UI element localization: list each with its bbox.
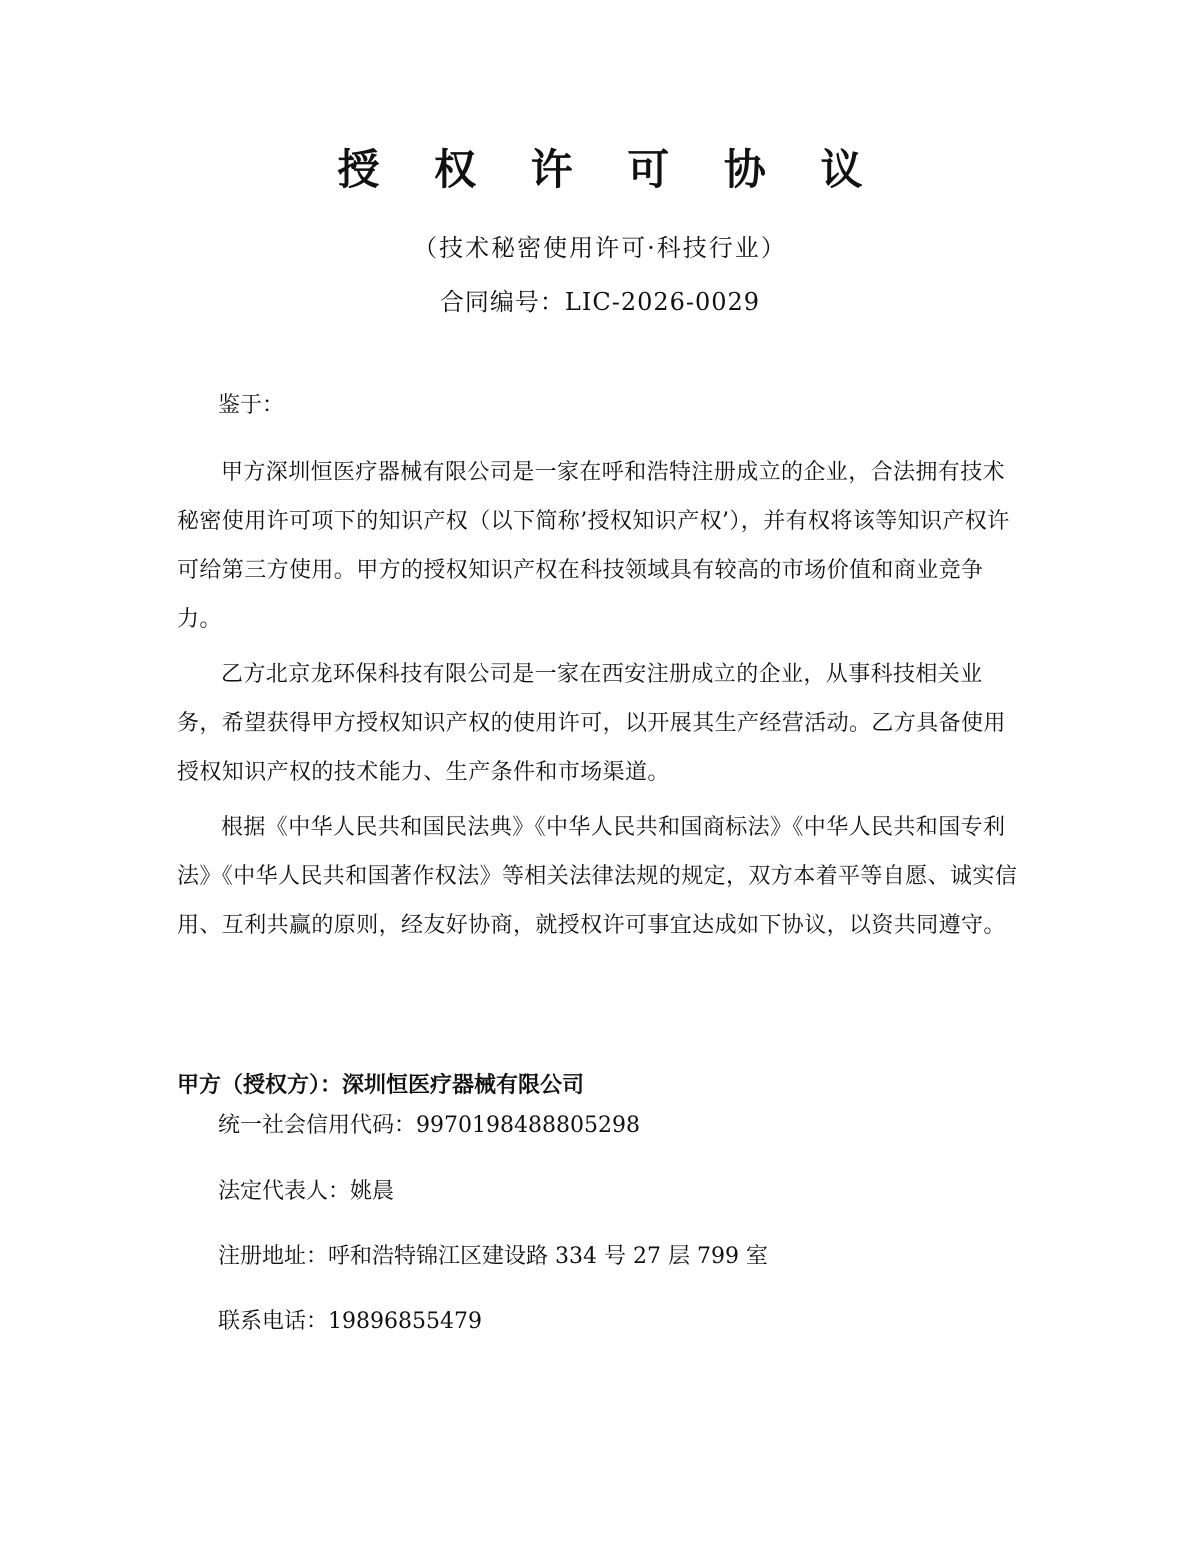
recital-party-b: 乙方北京龙环保科技有限公司是一家在西安注册成立的企业，从事科技相关业务，希望获得甲方授权知识产权的使用许可，以开展其生产经营活动。乙方具备使用授权知识产权的技术能力、生产条件和市场渠道。 — [177, 662, 1006, 785]
document-subtitle: （技术秘密使用许可·科技行业） — [413, 234, 787, 262]
document-title: 授 权 许 可 协 议 — [337, 145, 883, 194]
party-a-legal-representative: 法定代表人：姚晨 — [218, 1179, 395, 1204]
party-a-heading: 甲方（授权方）：深圳恒医疗器械有限公司 — [177, 1073, 585, 1098]
party-a-phone: 联系电话：19896855479 — [218, 1309, 482, 1334]
whereas-label: 鉴于： — [218, 393, 285, 418]
recital-legal-basis: 根据《中华人民共和国民法典》《中华人民共和国商标法》《中华人民共和国专利法》《中华人民共和国著作权法》等相关法律法规的规定，双方本着平等自愿、诚实信用、互利共赢的原则，经友好协商，就授权许可事宜达成如下协议，以资共同遵守。 — [177, 815, 1018, 938]
party-a-address: 注册地址：呼和浩特锦江区建设路 334 号 27 层 799 室 — [218, 1244, 768, 1269]
contract-number-line — [0, 282, 1200, 322]
contract-number-label: 合同编号： — [439, 288, 565, 316]
recital-party-a: 甲方深圳恒医疗器械有限公司是一家在呼和浩特注册成立的企业，合法拥有技术秘密使用许可项下的知识产权（以下简称’授权知识产权’），并有权将该等知识产权许可给第三方使用。甲方的授权知识产权在科技领域具有较高的市场价值和商业竞争力。 — [177, 460, 1010, 632]
contract-number: LIC-2026-0029 — [564, 288, 761, 316]
party-a-credit-code: 统一社会信用代码：9970198488805298 — [218, 1113, 640, 1138]
